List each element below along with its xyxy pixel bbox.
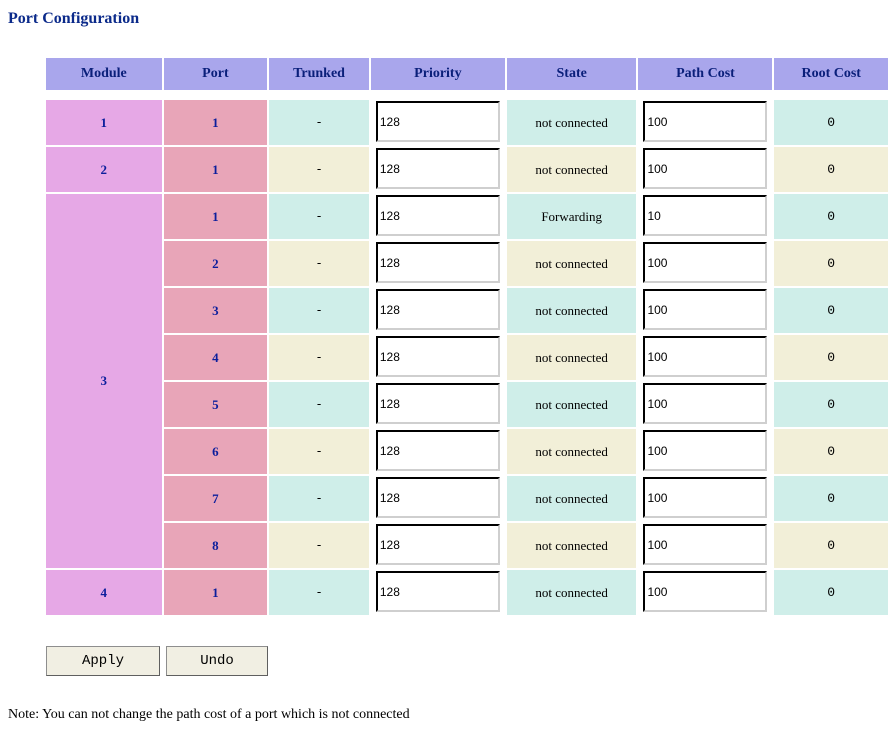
col-header-path-cost: Path Cost bbox=[638, 58, 772, 90]
priority-cell bbox=[371, 570, 505, 615]
state-cell: not connected bbox=[507, 523, 637, 568]
port-cell: 2 bbox=[164, 241, 268, 286]
table-row bbox=[46, 523, 888, 568]
priority-cell bbox=[371, 476, 505, 521]
path-cost-input[interactable] bbox=[643, 195, 767, 236]
priority-input[interactable] bbox=[376, 242, 500, 283]
path-cost-input[interactable] bbox=[643, 571, 767, 612]
trunked-cell: - bbox=[269, 476, 369, 521]
table-row bbox=[46, 335, 888, 380]
priority-cell bbox=[371, 241, 505, 286]
table-header-row bbox=[46, 58, 888, 90]
trunked-cell: - bbox=[269, 241, 369, 286]
port-cell: 8 bbox=[164, 523, 268, 568]
priority-cell bbox=[371, 147, 505, 192]
path-cost-input[interactable] bbox=[643, 101, 767, 142]
state-cell: not connected bbox=[507, 147, 637, 192]
priority-input[interactable] bbox=[376, 101, 500, 142]
priority-input[interactable] bbox=[376, 148, 500, 189]
module-cell: 4 bbox=[46, 570, 162, 615]
priority-cell bbox=[371, 100, 505, 145]
state-cell: Forwarding bbox=[507, 194, 637, 239]
path-cost-cell bbox=[638, 194, 772, 239]
path-cost-input[interactable] bbox=[643, 430, 767, 471]
path-cost-input[interactable] bbox=[643, 148, 767, 189]
port-cell: 1 bbox=[164, 147, 268, 192]
root-cost-cell: 0 bbox=[774, 100, 888, 145]
root-cost-cell: 0 bbox=[774, 429, 888, 474]
module-cell: 3 bbox=[46, 194, 162, 568]
priority-cell bbox=[371, 429, 505, 474]
priority-input[interactable] bbox=[376, 383, 500, 424]
path-cost-input[interactable] bbox=[643, 383, 767, 424]
page-title: Port Configuration bbox=[8, 10, 140, 27]
state-cell: not connected bbox=[507, 429, 637, 474]
table-row bbox=[46, 382, 888, 427]
trunked-cell: - bbox=[269, 523, 369, 568]
state-cell: not connected bbox=[507, 476, 637, 521]
priority-cell bbox=[371, 194, 505, 239]
state-cell: not connected bbox=[507, 335, 637, 380]
trunked-cell: - bbox=[269, 429, 369, 474]
port-cell: 3 bbox=[164, 288, 268, 333]
root-cost-cell: 0 bbox=[774, 194, 888, 239]
trunked-cell: - bbox=[269, 100, 369, 145]
table-row bbox=[46, 100, 888, 145]
path-cost-cell bbox=[638, 570, 772, 615]
undo-button[interactable]: Undo bbox=[166, 646, 268, 676]
priority-input[interactable] bbox=[376, 336, 500, 377]
priority-input[interactable] bbox=[376, 571, 500, 612]
port-cell: 5 bbox=[164, 382, 268, 427]
col-header-priority: Priority bbox=[371, 58, 505, 90]
priority-cell bbox=[371, 523, 505, 568]
trunked-cell: - bbox=[269, 288, 369, 333]
port-cell: 6 bbox=[164, 429, 268, 474]
state-cell: not connected bbox=[507, 241, 637, 286]
priority-input[interactable] bbox=[376, 195, 500, 236]
path-cost-cell bbox=[638, 382, 772, 427]
path-cost-cell bbox=[638, 288, 772, 333]
module-cell: 1 bbox=[46, 100, 162, 145]
priority-input[interactable] bbox=[376, 430, 500, 471]
col-header-state: State bbox=[507, 58, 637, 90]
table-row bbox=[46, 241, 888, 286]
state-cell: not connected bbox=[507, 570, 637, 615]
state-cell: not connected bbox=[507, 382, 637, 427]
root-cost-cell: 0 bbox=[774, 476, 888, 521]
trunked-cell: - bbox=[269, 382, 369, 427]
port-cell: 1 bbox=[164, 194, 268, 239]
state-cell: not connected bbox=[507, 288, 637, 333]
root-cost-cell: 0 bbox=[774, 335, 888, 380]
priority-input[interactable] bbox=[376, 524, 500, 565]
path-cost-input[interactable] bbox=[643, 524, 767, 565]
port-config-table bbox=[44, 56, 890, 617]
priority-cell bbox=[371, 382, 505, 427]
path-cost-input[interactable] bbox=[643, 477, 767, 518]
trunked-cell: - bbox=[269, 335, 369, 380]
table-row bbox=[46, 476, 888, 521]
path-cost-cell bbox=[638, 335, 772, 380]
path-cost-cell bbox=[638, 476, 772, 521]
trunked-cell: - bbox=[269, 570, 369, 615]
table-row bbox=[46, 570, 888, 615]
priority-cell bbox=[371, 288, 505, 333]
root-cost-cell: 0 bbox=[774, 570, 888, 615]
root-cost-cell: 0 bbox=[774, 147, 888, 192]
state-cell: not connected bbox=[507, 100, 637, 145]
priority-input[interactable] bbox=[376, 477, 500, 518]
apply-button[interactable]: Apply bbox=[46, 646, 160, 676]
priority-cell bbox=[371, 335, 505, 380]
trunked-cell: - bbox=[269, 194, 369, 239]
root-cost-cell: 0 bbox=[774, 382, 888, 427]
priority-input[interactable] bbox=[376, 289, 500, 330]
col-header-module: Module bbox=[46, 58, 162, 90]
table-row bbox=[46, 147, 888, 192]
root-cost-cell: 0 bbox=[774, 523, 888, 568]
port-cell: 1 bbox=[164, 570, 268, 615]
table-row bbox=[46, 288, 888, 333]
port-cell: 7 bbox=[164, 476, 268, 521]
path-cost-cell bbox=[638, 100, 772, 145]
table-row bbox=[46, 429, 888, 474]
path-cost-input[interactable] bbox=[643, 336, 767, 377]
path-cost-input[interactable] bbox=[643, 289, 767, 330]
col-header-root-cost: Root Cost bbox=[774, 58, 888, 90]
trunked-cell: - bbox=[269, 147, 369, 192]
path-cost-input[interactable] bbox=[643, 242, 767, 283]
root-cost-cell: 0 bbox=[774, 241, 888, 286]
col-header-trunked: Trunked bbox=[269, 58, 369, 90]
col-header-port: Port bbox=[164, 58, 268, 90]
path-cost-cell bbox=[638, 147, 772, 192]
module-cell: 2 bbox=[46, 147, 162, 192]
path-cost-cell bbox=[638, 429, 772, 474]
table-row bbox=[46, 194, 888, 239]
port-cell: 4 bbox=[164, 335, 268, 380]
port-cell: 1 bbox=[164, 100, 268, 145]
root-cost-cell: 0 bbox=[774, 288, 888, 333]
path-cost-cell bbox=[638, 241, 772, 286]
note-text: Note: You can not change the path cost of a port which is not connected bbox=[8, 707, 410, 722]
path-cost-cell bbox=[638, 523, 772, 568]
